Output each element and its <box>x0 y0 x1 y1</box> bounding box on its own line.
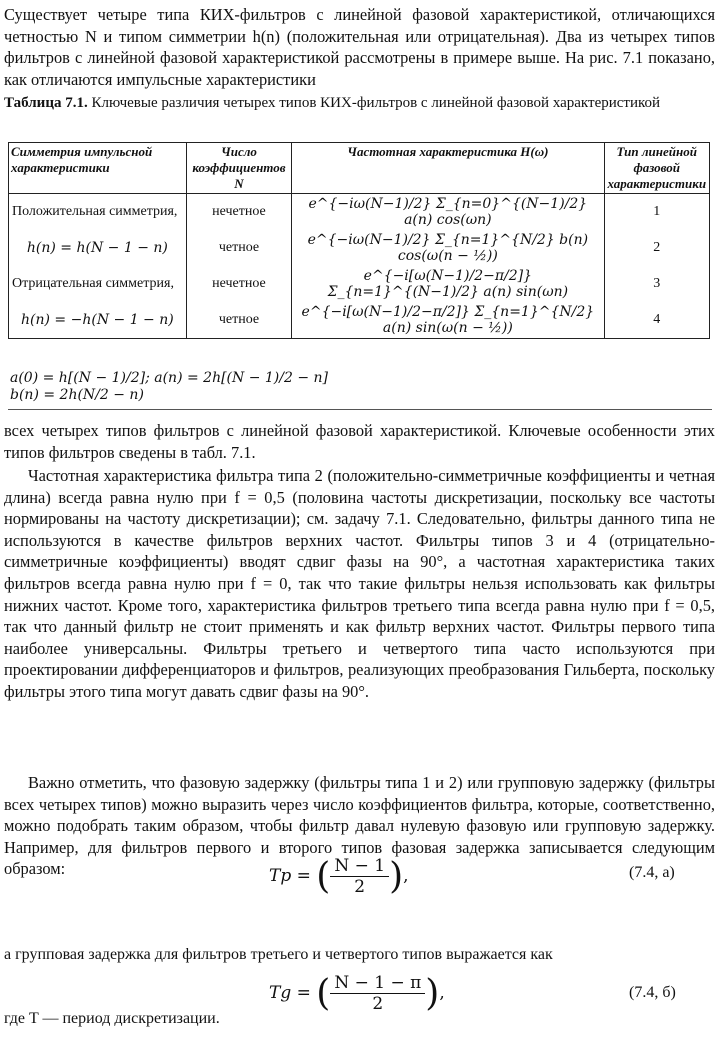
equation-group-delay: Tg = ( $\frac{N - 1 - \pi}{2}$ ), <box>269 973 445 1014</box>
cell-coef-count: четное <box>186 230 291 266</box>
paren-open: ( <box>316 856 331 897</box>
table-notes <box>10 370 328 404</box>
cell-phase-type: 4 <box>604 302 709 339</box>
fraction-denominator: 2 <box>354 877 366 897</box>
paragraph-intro: Существует четыре типа КИХ-фильтров с линейной фазовой характеристикой, отличающихся четностью N и типом симметрии h(n) (положительная или отрицательная). Два из четырех типов фильтров с линейной фазовой характеристикой рассмотрены в примере выше. На рис. 7.1 показано, как отличаются импульсные характеристики <box>4 5 715 89</box>
fraction <box>330 856 389 897</box>
cell-frequency-response: e^{−iω(N−1)/2} Σ_{n=1}^{N/2} b(n) cos(ω(n − ½)) <box>292 230 604 266</box>
table-row <box>9 194 710 231</box>
paragraph-group-delay: а групповая задержка для фильтров третьего и четвертого типов выражается как <box>4 946 553 963</box>
fraction <box>330 973 425 1014</box>
paragraph-summary: всех четырех типов фильтров с линейной фазовой характеристикой. Ключевые особенности этих типов фильтров сведены в табл. 7.1. <box>4 421 715 462</box>
table-caption <box>4 95 715 112</box>
paren-open: ( <box>316 973 331 1014</box>
table-note: b(n) = 2h(N/2 − n) <box>10 387 144 403</box>
equation-number: (7.4, a) <box>629 864 675 881</box>
equation-number: (7.4, б) <box>629 984 676 1001</box>
paren-close: ) <box>425 973 440 1014</box>
cell-coef-count: нечетное <box>186 266 291 302</box>
table-note: a(0) = h[(N − 1)/2]; a(n) = 2h[(N − 1)/2 − n] <box>10 370 329 386</box>
equation-lhs: Tp = <box>269 866 311 886</box>
equation-phase-delay: Tp = ( $\frac{N - 1}{2}$ ), <box>269 856 409 897</box>
paragraph-period: где T — период дискретизации. <box>4 1010 220 1027</box>
divider <box>8 409 712 410</box>
table-row <box>9 302 710 339</box>
cell-phase-type: 3 <box>604 266 709 302</box>
cell-symmetry: h(n) = h(N − 1 − n) <box>9 230 187 266</box>
header-symmetry: Симметрия импульсной характеристики <box>9 143 187 194</box>
cell-coef-count: нечетное <box>186 194 291 231</box>
header-coef-count: Число коэффициентов N <box>186 143 291 194</box>
cell-symmetry: Отрицательная симметрия, <box>9 266 187 302</box>
paragraph-delay: Важно отметить, что фазовую задержку (фильтры типа 1 и 2) или групповую задержку (фильтры всех четырех типов) можно выразить через число коэффициентов фильтра, которые, соответственно, можно подобрать таким образом, чтобы фильтр давал нулевую фазовую или групповую задержку. Например, для фильтров первого и второго типов фазовая задержка записывается следующим образом: <box>4 773 715 879</box>
table-caption-label: Таблица 7.1. <box>4 95 88 111</box>
paren-close: ) <box>389 856 404 897</box>
cell-frequency-response: e^{−i[ω(N−1)/2−π/2]} Σ_{n=1}^{N/2} a(n) sin(ω(n − ½)) <box>292 302 604 339</box>
table-caption-text: Ключевые различия четырех типов КИХ-фильтров с линейной фазовой характеристикой <box>87 95 661 111</box>
header-phase-type: Тип линейной фазовой характеристики <box>604 143 709 194</box>
fraction-denominator: 2 <box>372 994 384 1014</box>
paragraph-frequency-response: Частотная характеристика фильтра типа 2 (положительно-симметричные коэффициенты и четная длина) всегда равна нулю при f = 0,5 (половина частоты дискретизации, поскольку все частоты нормированы на частоту дискретизации); см. задачу 7.1. Следовательно, фильтры данного типа не используются в качестве фильтров верхних частот. Фильтры типов 3 и 4 (отрицательно-симметричные коэффициенты) вводят сдвиг фазы на 90°, а частотная характеристика таких фильтров всегда равна нулю при f = 0, так что такие фильтры нельзя использовать как фильтры нижних частот. Кроме того, характеристика фильтров третьего типа всегда равна нулю при f = 0,5, так что данный фильтр не стоит применять и как фильтр верхних частот. Фильтры первого типа наиболее универсальны. Фильтры третьего и четвертого типа часто используются при проектировании дифференциаторов и фильтров, реализующих преобразования Гильберта, поскольку фильтры этого типа могут давать сдвиг фазы на 90°. <box>4 466 715 701</box>
cell-coef-count: четное <box>186 302 291 339</box>
cell-frequency-response: e^{−iω(N−1)/2} Σ_{n=0}^{(N−1)/2} a(n) cos(ωn) <box>292 194 604 231</box>
cell-phase-type: 2 <box>604 230 709 266</box>
cell-phase-type: 1 <box>604 194 709 231</box>
cell-symmetry: Положительная симметрия, <box>9 194 187 231</box>
fraction-numerator: N − 1 − π <box>330 973 425 994</box>
filter-types-table <box>8 142 710 339</box>
header-frequency-response: Частотная характеристика H(ω) <box>292 143 604 194</box>
cell-frequency-response: e^{−i[ω(N−1)/2−π/2]} Σ_{n=1}^{(N−1)/2} a(n) sin(ωn) <box>292 266 604 302</box>
cell-symmetry: h(n) = −h(N − 1 − n) <box>9 302 187 339</box>
equation-lhs: Tg = <box>269 983 311 1003</box>
fraction-numerator: N − 1 <box>330 856 389 877</box>
table-row <box>9 266 710 302</box>
table-row <box>9 230 710 266</box>
